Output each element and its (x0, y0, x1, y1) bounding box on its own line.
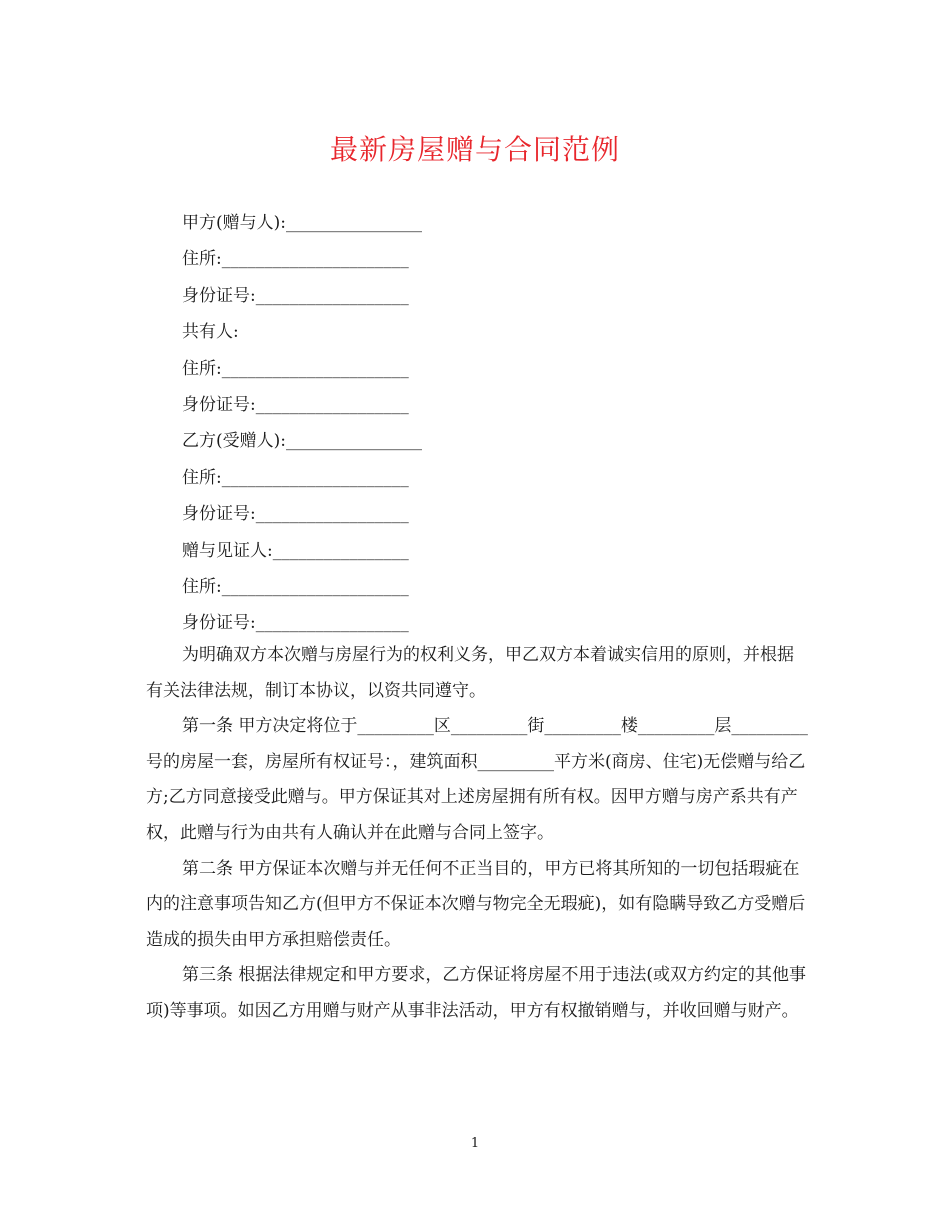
field-label: 身份证号: (182, 613, 256, 634)
field-label: 甲方(赠与人): (182, 213, 286, 233)
field-blank: ______________________ (221, 358, 409, 379)
intro-paragraph: 为明确双方本次赠与房屋行为的权利义务，甲乙双方本着诚实信用的原则，并根据有关法律法规，制订本协议，以资共同遵守。 (146, 645, 794, 701)
field-blank: ________________ (286, 213, 422, 233)
party-field (182, 354, 422, 390)
field-label: 身份证号: (182, 504, 256, 525)
field-label: 赠与见证人: (182, 540, 273, 561)
field-label: 身份证号: (182, 394, 256, 415)
field-label: 共有人: (182, 322, 239, 343)
field-label: 住所: (182, 467, 222, 488)
document-title: 最新房屋赠与合同范例 (329, 133, 620, 166)
field-blank: __________________ (255, 285, 409, 306)
field-blank: __________________ (255, 613, 409, 634)
field-blank: ________________ (272, 540, 409, 561)
party-field (182, 208, 422, 244)
article-2-paragraph: 第二条 甲方保证本次赠与并无任何不正当目的，甲方已将其所知的一切包括瑕疵在内的注意事项告知乙方(但甲方不保证本次赠与物完全无瑕疵)，如有隐瞒导致乙方受赠后造成的损失由甲方承担赔偿责任。 (146, 858, 806, 950)
party-field (182, 317, 422, 353)
party-field (182, 281, 422, 317)
party-field (182, 390, 422, 426)
field-blank: ______________________ (221, 576, 409, 597)
field-blank: __________________ (255, 394, 409, 415)
contract-body (146, 638, 808, 1030)
party-field (182, 572, 422, 608)
party-field (182, 463, 422, 499)
page-number: 1 (470, 1136, 480, 1151)
field-blank: ________________ (286, 431, 422, 452)
field-label: 住所: (182, 576, 222, 597)
field-label: 身份证号: (182, 285, 256, 306)
field-label: 乙方(受赠人): (182, 431, 286, 452)
field-label: 住所: (182, 358, 222, 379)
field-blank: ______________________ (221, 467, 409, 488)
field-label: 住所: (182, 249, 222, 270)
party-field (182, 426, 422, 462)
field-blank: __________________ (255, 504, 409, 525)
party-field (182, 536, 422, 572)
party-field (182, 244, 422, 280)
article-3-paragraph: 第三条 根据法律规定和甲方要求，乙方保证将房屋不用于违法(或双方约定的其他事项)等事项。如因乙方用赠与财产从事非法活动，甲方有权撤销赠与，并收回赠与财产。 (146, 965, 807, 1021)
article-1-paragraph: 第一条 甲方决定将位于_________区_________街_________楼_________层_________号的房屋一套，房屋所有权证号：，建筑面积_________平方米(商房、住宅)无偿赠与给乙方;乙方同意接受此赠与。甲方保证其对上述房屋拥有所有权。因甲方赠与房产系共有产权，此赠与行为由共有人确认并在此赠与合同上签字。 (146, 716, 808, 843)
party-fields (182, 208, 422, 645)
party-field (182, 499, 422, 535)
field-blank: ______________________ (221, 249, 409, 270)
